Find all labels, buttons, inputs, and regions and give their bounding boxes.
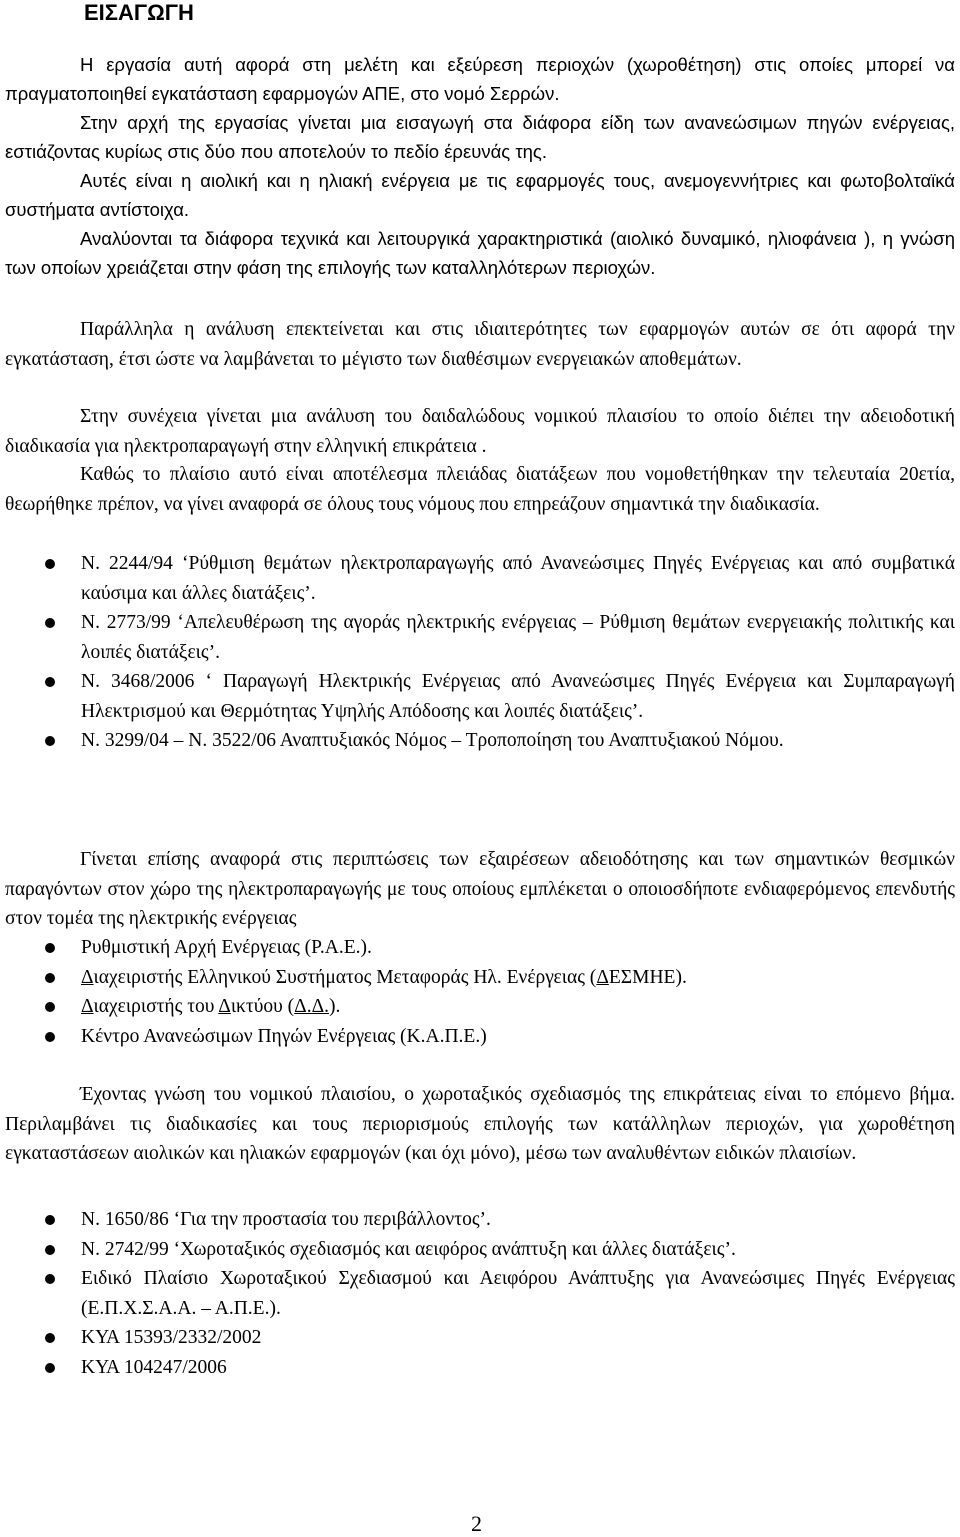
list-item: Ειδικό Πλαίσιο Χωροταξικού Σχεδιασμού και Αειφόρου Ανάπτυξης για Ανανεώσιμες Πηγές Ενέργειας (Ε.Π.Χ.Σ.Α.Α. – Α.Π.Ε.). — [5, 1264, 955, 1323]
bullet-icon — [45, 1333, 55, 1343]
planning-paragraph: Έχοντας γνώση του νομικού πλαισίου, ο χωροταξικός σχεδιασμός της επικράτειας είναι το επόμενο βήμα. Περιλαμβάνει τις διαδικασίες και τους περιορισμούς επιλογής των κατάλληλων περιοχών, για χωροθέτηση εγκαταστάσεων αιολικών και ηλιακών εφαρμογών (και όχι μόνο), μέσω των αναλυθέντων ειδικών πλαισίων. — [5, 1084, 955, 1164]
laws-list — [5, 549, 955, 756]
list-item: Ν. 2773/99 ‘Απελευθέρωση της αγοράς ηλεκτρικής ενέργειας – Ρύθμιση θεμάτων ενεργειακής πολιτικής και λοιπές διατάξεις’. — [5, 608, 955, 667]
list-item: Διαχειριστής του Δικτύου (Δ.Δ.). — [5, 992, 955, 1022]
body-paragraph-3: Καθώς το πλαίσιο αυτό είναι αποτέλεσμα πλειάδας διατάξεων που νομοθετήθηκαν την τελευταία 20ετία, θεωρήθηκε πρέπον, να γίνει αναφορά σε όλους τους νόμους που επηρεάζουν σημαντικά την διαδικασία. — [5, 464, 955, 515]
bullet-icon — [45, 618, 55, 628]
list-item: Κέντρο Ανανεώσιμων Πηγών Ενέργειας (Κ.Α.Π.Ε.) — [5, 1022, 955, 1052]
bullet-icon — [45, 677, 55, 687]
bullet-icon — [45, 1032, 55, 1042]
page-number: 2 — [471, 1511, 482, 1536]
intro-paragraph-2: Στην αρχή της εργασίας γίνεται μια εισαγωγή στα διάφορα είδη των ανανεώσιμων πηγών ενέργειας, εστιάζοντας κυρίως στις δύο που αποτελούν το πεδίο έρευνάς της. — [5, 112, 955, 162]
bullet-icon — [45, 1002, 55, 1012]
body-paragraph-2: Στην συνέχεια γίνεται μια ανάλυση του δαιδαλώδους νομικού πλαισίου το οποίο διέπει την αδειοδοτική διαδικασία για ηλεκτροπαραγωγή στην ελληνική επικράτεια . — [5, 406, 955, 457]
bullet-icon — [45, 943, 55, 953]
list-item: Ν. 2742/99 ‘Χωροταξικός σχεδιασμός και αειφόρος ανάπτυξη και άλλες διατάξεις’. — [5, 1235, 955, 1265]
list-item: ΚΥΑ 15393/2332/2002 — [5, 1323, 955, 1353]
list-item: ΚΥΑ 104247/2006 — [5, 1353, 955, 1383]
bullet-icon — [45, 1274, 55, 1284]
bullet-icon — [45, 1245, 55, 1255]
bullet-icon — [45, 1363, 55, 1373]
intro-paragraph-1: Η εργασία αυτή αφορά στη μελέτη και εξεύρεση περιοχών (χωροθέτηση) στις οποίες μπορεί να πραγματοποιηθεί εγκατάσταση εφαρμογών ΑΠΕ, στο νομό Σερρών. — [5, 54, 955, 104]
list-item: Διαχειριστής Ελληνικού Συστήματος Μεταφοράς Ηλ. Ενέργειας (ΔΕΣΜΗΕ). — [5, 963, 955, 993]
bullet-icon — [45, 1215, 55, 1225]
authorities-paragraph: Γίνεται επίσης αναφορά στις περιπτώσεις των εξαιρέσεων αδειοδότησης και των σημαντικών θεσμικών παραγόντων στον χώρο της ηλεκτροπαραγωγής με τους οποίους εμπλέκεται ο οποιοσδήποτε ενδιαφερόμενος επενδυτής στον τομέα της ηλεκτρικής ενέργειας — [5, 849, 955, 929]
list-item: Ν. 1650/86 ‘Για την προστασία του περιβάλλοντος’. — [5, 1205, 955, 1235]
intro-paragraph-3: Αυτές είναι η αιολική και η ηλιακή ενέργεια με τις εφαρμογές τους, ανεμογεννήτριες και φωτοβολταϊκά συστήματα αντίστοιχα. — [5, 170, 955, 220]
page-title: ΕΙΣΑΓΩΓΗ — [84, 0, 194, 25]
planning-list — [5, 1205, 955, 1382]
bullet-icon — [45, 736, 55, 746]
bullet-icon — [45, 973, 55, 983]
list-item: Ν. 3299/04 – Ν. 3522/06 Αναπτυξιακός Νόμος – Τροποποίηση του Αναπτυξιακού Νόμου. — [5, 726, 955, 756]
bullet-icon — [45, 559, 55, 569]
authorities-list — [5, 933, 955, 1051]
body-paragraph-1: Παράλληλα η ανάλυση επεκτείνεται και στις ιδιαιτερότητες των εφαρμογών αυτών σε ότι αφορά την εγκατάσταση, έτσι ώστε να λαμβάνεται το μέγιστο των διαθέσιμων ενεργειακών αποθεμάτων. — [5, 319, 955, 370]
intro-paragraph-4: Αναλύονται τα διάφορα τεχνικά και λειτουργικά χαρακτηριστικά (αιολικό δυναμικό, ηλιοφάνεια ), η γνώση των οποίων χρειάζεται στην φάση της επιλογής των καταλληλότερων περιοχών. — [5, 228, 955, 278]
list-item: Ρυθμιστική Αρχή Ενέργειας (Ρ.Α.Ε.). — [5, 933, 955, 963]
list-item: Ν. 2244/94 ‘Ρύθμιση θεμάτων ηλεκτροπαραγωγής από Ανανεώσιμες Πηγές Ενέργειας και από συμβατικά καύσιμα και άλλες διατάξεις’. — [5, 549, 955, 608]
list-item: Ν. 3468/2006 ‘ Παραγωγή Ηλεκτρικής Ενέργειας από Ανανεώσιμες Πηγές Ενέργεια και Συμπαραγωγή Ηλεκτρισμού και Θερμότητας Υψηλής Απόδοσης και λοιπές διατάξεις’. — [5, 667, 955, 726]
